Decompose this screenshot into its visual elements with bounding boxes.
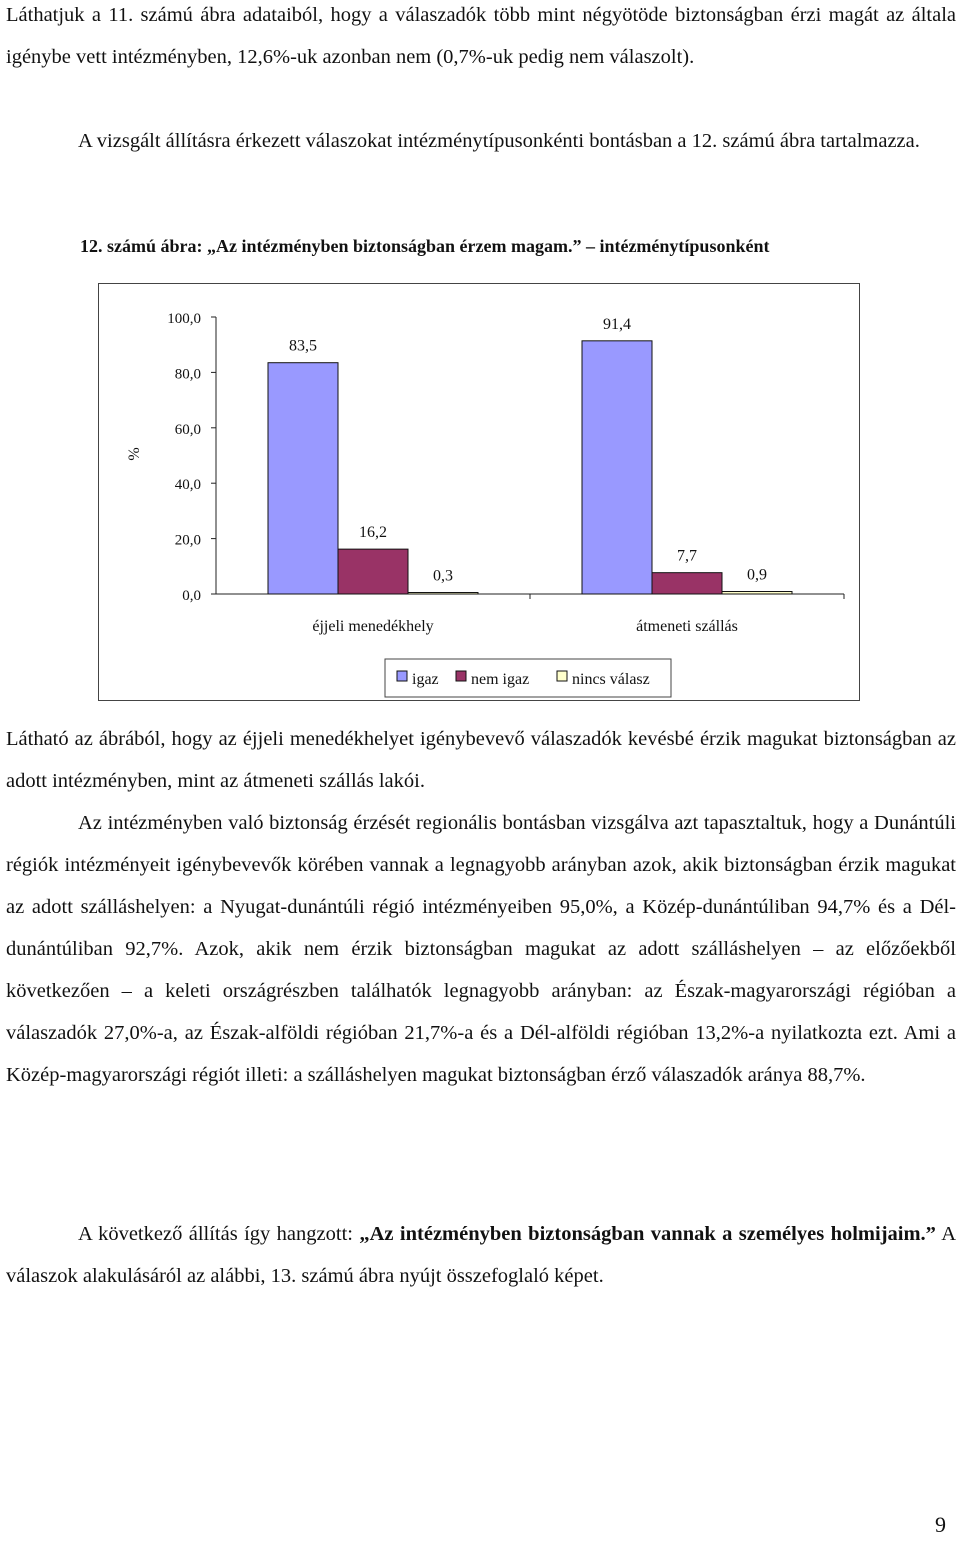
- bar-value-label: 0,3: [433, 567, 453, 585]
- bar-value-label: 0,9: [747, 566, 767, 584]
- y-tick-label: 100,0: [167, 311, 201, 327]
- figure-caption: [80, 236, 769, 257]
- bar-chart: [98, 283, 860, 701]
- page-number: 9: [935, 1512, 946, 1537]
- legend-label: igaz: [412, 671, 439, 688]
- next-statement-intro: A következő állítás így hangzott:: [78, 1223, 360, 1245]
- bar-value-label: 16,2: [359, 524, 387, 542]
- paragraph-intro: Láthatjuk a 11. számú ábra adataiból, hogy a válaszadók több mint négyötöde biztonságban érzi magát az általa igénybe vett intézményben, 12,6%-uk azonban nem (0,7%-uk pedig nem válaszolt).: [6, 4, 956, 68]
- bar: [268, 363, 338, 594]
- next-statement-quote: „Az intézményben biztonságban vannak a személyes holmijaim.”: [359, 1223, 936, 1245]
- y-tick-label: 60,0: [174, 421, 201, 438]
- bar-value-label: 91,4: [603, 315, 631, 333]
- x-category-label: éjjeli menedékhely: [312, 618, 434, 635]
- figure-caption-title: „Az intézményben biztonságban érzem magam.” – intézménytípusonként: [207, 236, 770, 256]
- next-statement-outro: A válaszok alakulásáról az alábbi, 13. számú ábra nyújt összefoglaló képet.: [6, 1223, 956, 1287]
- figure-caption-prefix: 12. számú ábra:: [80, 236, 207, 256]
- y-tick-label: 0,0: [182, 588, 201, 604]
- bar: [652, 573, 722, 594]
- bar: [582, 341, 652, 594]
- bar-value-label: 83,5: [289, 337, 317, 355]
- paragraph-next-statement: [6, 1213, 956, 1297]
- legend-label: nincs válasz: [572, 671, 650, 688]
- paragraph-chart-conclusion: Látható az ábrából, hogy az éjjeli menedékhelyet igénybevevő válaszadók kevésbé érzik magukat biztonságban az adott intézményben, mint az átmeneti szállás lakói.: [6, 728, 956, 792]
- bar-value-label: 7,7: [677, 547, 697, 565]
- bar-chart-svg: [99, 284, 859, 700]
- paragraph-figure-reference: A vizsgált állításra érkezett válaszokat intézménytípusonkénti bontásban a 12. számú ábra tartalmazza.: [78, 130, 920, 152]
- bar: [722, 592, 792, 594]
- y-tick-label: 20,0: [174, 532, 201, 549]
- y-axis-label: %: [126, 447, 143, 461]
- legend-swatch: [557, 671, 567, 681]
- paragraph-regional-analysis: Az intézményben való biztonság érzését regionális bontásban vizsgálva azt tapasztaltuk, hogy a Dunántúli régiók intézményeit igénybevevők körében vannak a legnagyobb arányban azok, akik biztonságban érzik magukat az adott szálláshelyen: a Nyugat-dunántúli régió intézményeiben 95,0%, a Közép-dunántúliban 94,7% és a Dél-dunántúliban 92,7%. Azok, akik nem érzik biztonságban magukat az adott szálláshelyen – az előzőekből következően – a keleti országrészben találhatók legnagyobb arányban: az Észak-magyarországi régióban a válaszadók 27,0%-a, az Észak-alföldi régióban 21,7%-a és a Dél-alföldi régióban 13,2%-a nyilatkozta ezt. Ami a Közép-magyarországi régiót illeti: a szálláshelyen magukat biztonságban érző válaszadók aránya 88,7%.: [6, 812, 956, 1086]
- bar: [408, 593, 478, 595]
- y-tick-label: 80,0: [174, 366, 201, 383]
- legend-label: nem igaz: [471, 671, 530, 688]
- y-tick-label: 40,0: [174, 477, 201, 494]
- x-category-label: átmeneti szállás: [636, 618, 738, 635]
- legend-swatch: [456, 671, 466, 681]
- legend-swatch: [397, 671, 407, 681]
- bar: [338, 549, 408, 594]
